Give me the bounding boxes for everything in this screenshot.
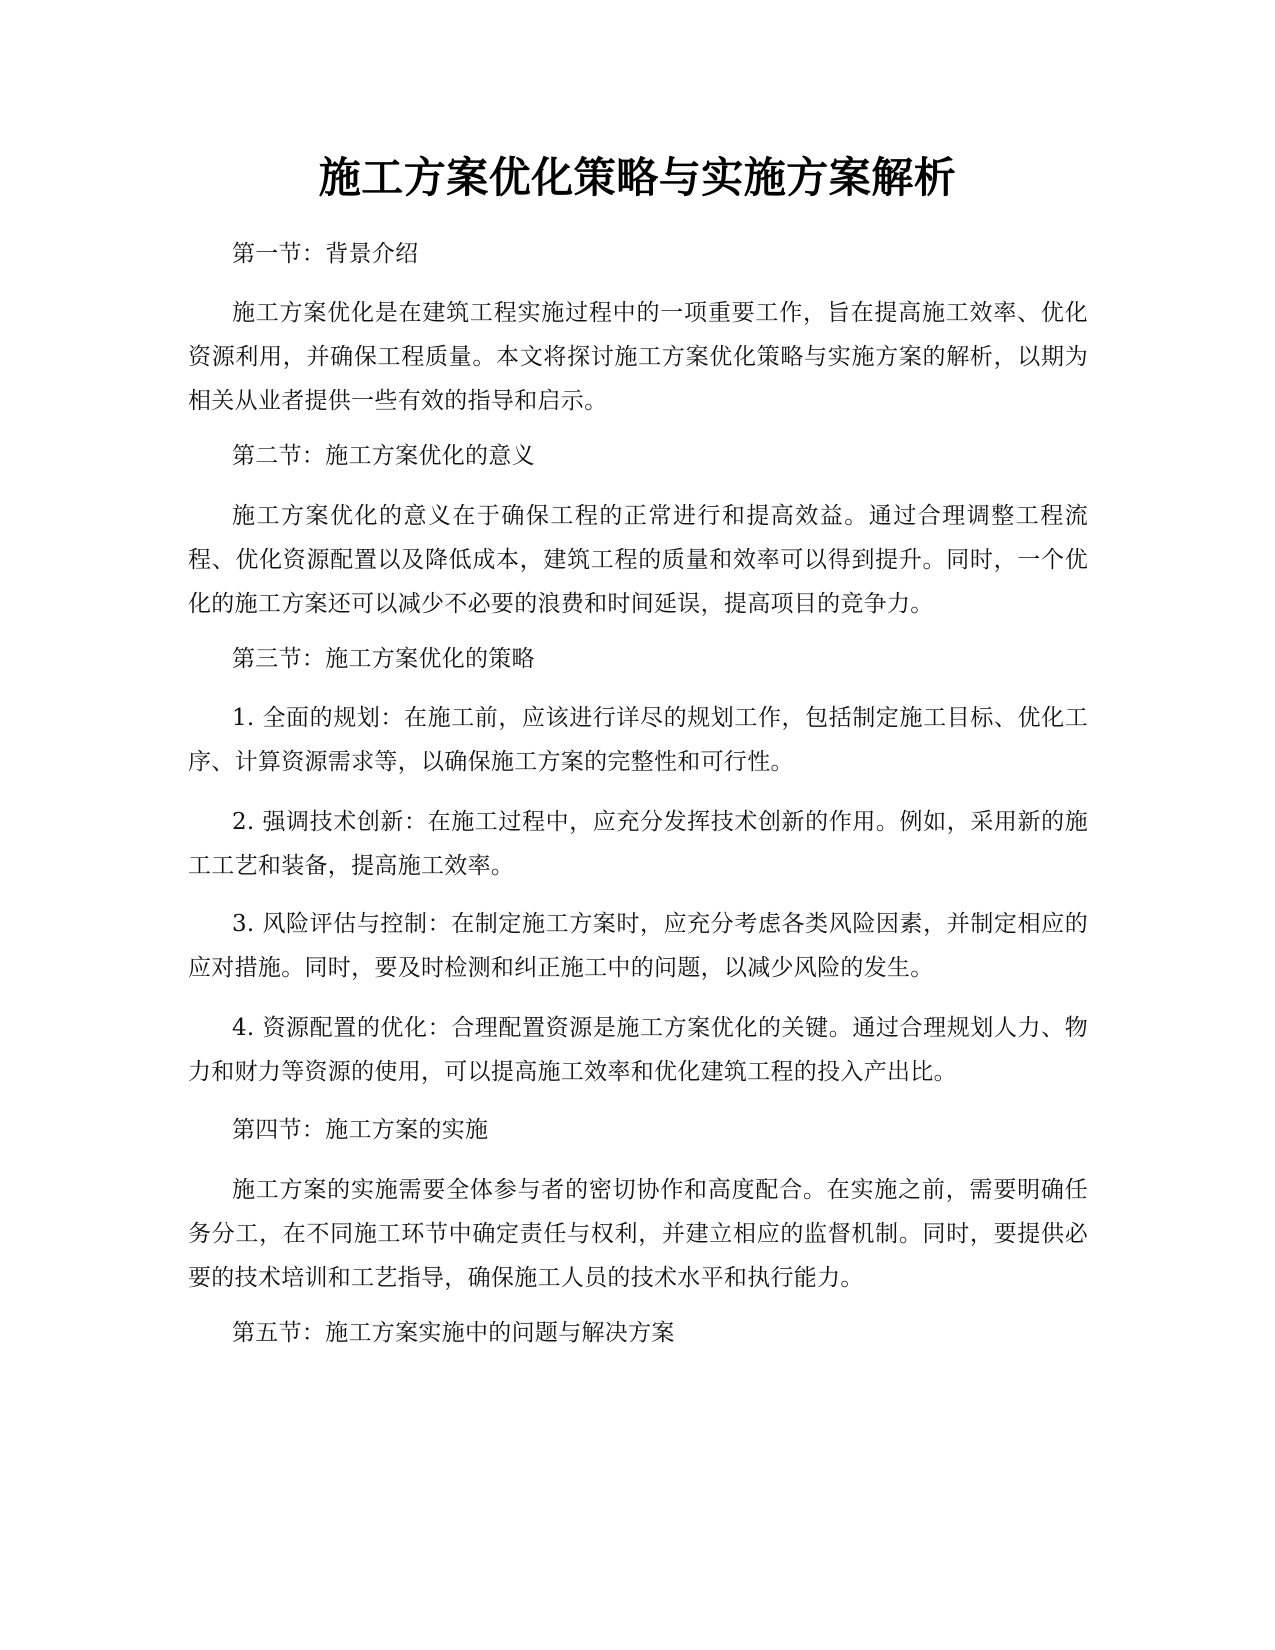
section-heading-2: 第二节：施工方案优化的意义	[232, 443, 535, 469]
document-title: 施工方案优化策略与实施方案解析	[318, 153, 957, 202]
section-heading-1: 第一节：背景介绍	[232, 241, 419, 267]
strategy-item-1: 1. 全面的规划：在施工前，应该进行详尽的规划工作，包括制定施工目标、优化工序、计算资源需求等，以确保施工方案的完整性和可行性。	[188, 705, 1088, 775]
section-heading-3: 第三节：施工方案优化的策略	[232, 646, 535, 672]
strategy-item-2: 2. 强调技术创新：在施工过程中，应充分发挥技术创新的作用。例如，采用新的施工工艺和装备，提高施工效率。	[188, 809, 1088, 879]
paragraph-background: 施工方案优化是在建筑工程实施过程中的一项重要工作，旨在提高施工效率、优化资源利用，并确保工程质量。本文将探讨施工方案优化策略与实施方案的解析，以期为相关从业者提供一些有效的指导和启示。	[188, 300, 1088, 414]
strategy-item-3: 3. 风险评估与控制：在制定施工方案时，应充分考虑各类风险因素，并制定相应的应对措施。同时，要及时检测和纠正施工中的问题，以减少风险的发生。	[188, 911, 1088, 981]
strategy-item-4: 4. 资源配置的优化：合理配置资源是施工方案优化的关键。通过合理规划人力、物力和财力等资源的使用，可以提高施工效率和优化建筑工程的投入产出比。	[188, 1015, 1088, 1085]
paragraph-significance: 施工方案优化的意义在于确保工程的正常进行和提高效益。通过合理调整工程流程、优化资源配置以及降低成本，建筑工程的质量和效率可以得到提升。同时，一个优化的施工方案还可以减少不必要的浪费和时间延误，提高项目的竞争力。	[188, 503, 1088, 617]
section-heading-5: 第五节：施工方案实施中的问题与解决方案	[232, 1320, 675, 1346]
section-heading-4: 第四节：施工方案的实施	[232, 1117, 489, 1143]
paragraph-implementation: 施工方案的实施需要全体参与者的密切协作和高度配合。在实施之前，需要明确任务分工，在不同施工环节中确定责任与权利，并建立相应的监督机制。同时，要提供必要的技术培训和工艺指导，确保施工人员的技术水平和执行能力。	[188, 1177, 1088, 1291]
